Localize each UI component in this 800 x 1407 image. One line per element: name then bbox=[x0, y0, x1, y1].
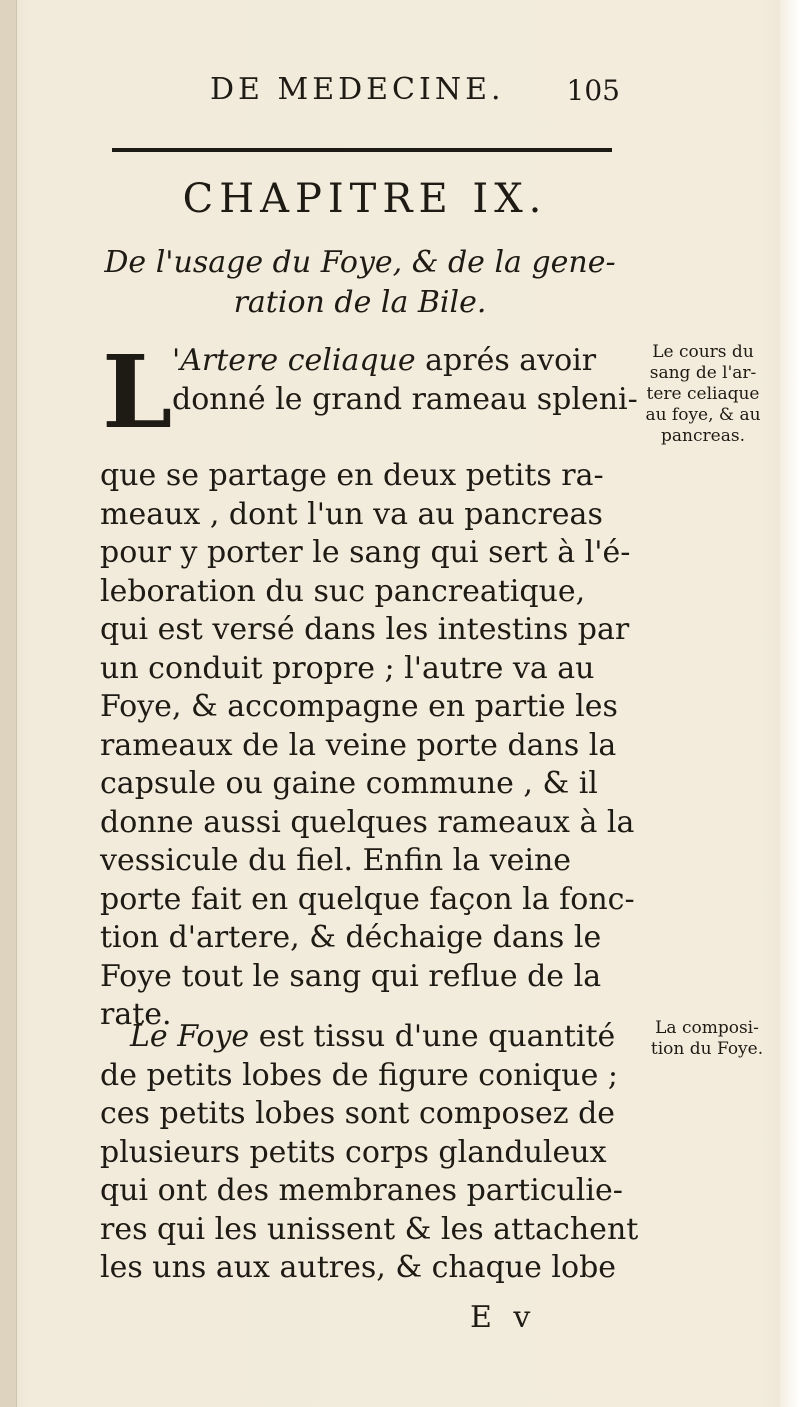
text-line: rameaux de la veine porte dans la bbox=[100, 727, 617, 763]
running-title: DE MEDECINE. bbox=[210, 72, 505, 107]
text-line: qui ont des membranes particulie- bbox=[100, 1173, 623, 1208]
margin-note-line: sang de l'ar- bbox=[649, 363, 757, 383]
text-line bbox=[100, 1018, 620, 1057]
text-line: Foye tout le sang qui reflue de la bbox=[100, 958, 602, 994]
chapter-heading: CHAPITRE IX. bbox=[182, 176, 548, 222]
text-line: rate. bbox=[100, 997, 172, 1032]
text-line: donne aussi quelques rameaux à la bbox=[100, 804, 635, 840]
italic-lead: 'Artere celiaque bbox=[172, 343, 416, 378]
margin-note-line: au foye, & au bbox=[645, 405, 761, 425]
margin-note-line: La composi- bbox=[655, 1018, 759, 1038]
margin-note-line: pancreas. bbox=[661, 426, 745, 446]
page-number: 105 bbox=[566, 74, 620, 107]
text-line: leboration du suc pancreatique, bbox=[100, 573, 586, 609]
text-line: pour y porter le sang qui sert à l'é- bbox=[100, 535, 631, 570]
text-line: capsule ou gaine commune , & il bbox=[100, 766, 598, 801]
header-rule bbox=[112, 148, 612, 152]
text-line: porte fait en quelque façon la fonc- bbox=[100, 881, 635, 917]
drop-cap: L bbox=[102, 333, 173, 451]
text-line: donné le grand rameau spleni- bbox=[172, 381, 638, 417]
text-line: tion d'artere, & déchaige dans le bbox=[100, 920, 602, 955]
paragraph-opening bbox=[172, 342, 638, 419]
margin-note bbox=[628, 342, 778, 447]
signature-mark: E v bbox=[470, 1300, 537, 1335]
margin-note-line: Le cours du bbox=[652, 342, 754, 362]
text-line: res qui les unissent & les attachent bbox=[100, 1211, 639, 1247]
text-line: vessicule du fiel. Enfin la veine bbox=[100, 843, 572, 878]
margin-note-line: tion du Foye. bbox=[650, 1039, 764, 1059]
text-line: de petits lobes de figure conique ; bbox=[100, 1057, 618, 1093]
margin-note-line: tere celiaque bbox=[646, 384, 760, 404]
chapter-title-line: De l'usage du Foye, & de la gene- bbox=[104, 245, 616, 280]
chapter-title-line: ration de la Bile. bbox=[233, 285, 487, 320]
paragraph-body bbox=[100, 457, 635, 1035]
text-line: Foye, & accompagne en partie les bbox=[100, 689, 618, 724]
text-line: qui est versé dans les intestins par bbox=[100, 612, 630, 647]
text-line bbox=[172, 342, 622, 381]
text-line: un conduit propre ; l'autre va au bbox=[100, 650, 595, 686]
margin-note bbox=[632, 1018, 782, 1060]
text-line: les uns aux autres, & chaque lobe bbox=[100, 1250, 617, 1285]
line-rest: est tissu d'une quantité bbox=[249, 1019, 616, 1054]
page-edge bbox=[780, 0, 800, 1407]
line-rest: aprés avoir bbox=[415, 343, 597, 378]
text-line: que se partage en deux petits ra- bbox=[100, 458, 604, 493]
paragraph-body bbox=[100, 1018, 639, 1288]
italic-lead: Le Foye bbox=[130, 1019, 250, 1054]
page-header bbox=[210, 72, 680, 116]
text-line: ces petits lobes sont composez de bbox=[100, 1096, 616, 1131]
chapter-title bbox=[90, 243, 630, 323]
text-line: plusieurs petits corps glanduleux bbox=[100, 1134, 607, 1170]
text-line: meaux , dont l'un va au pancreas bbox=[100, 496, 603, 532]
